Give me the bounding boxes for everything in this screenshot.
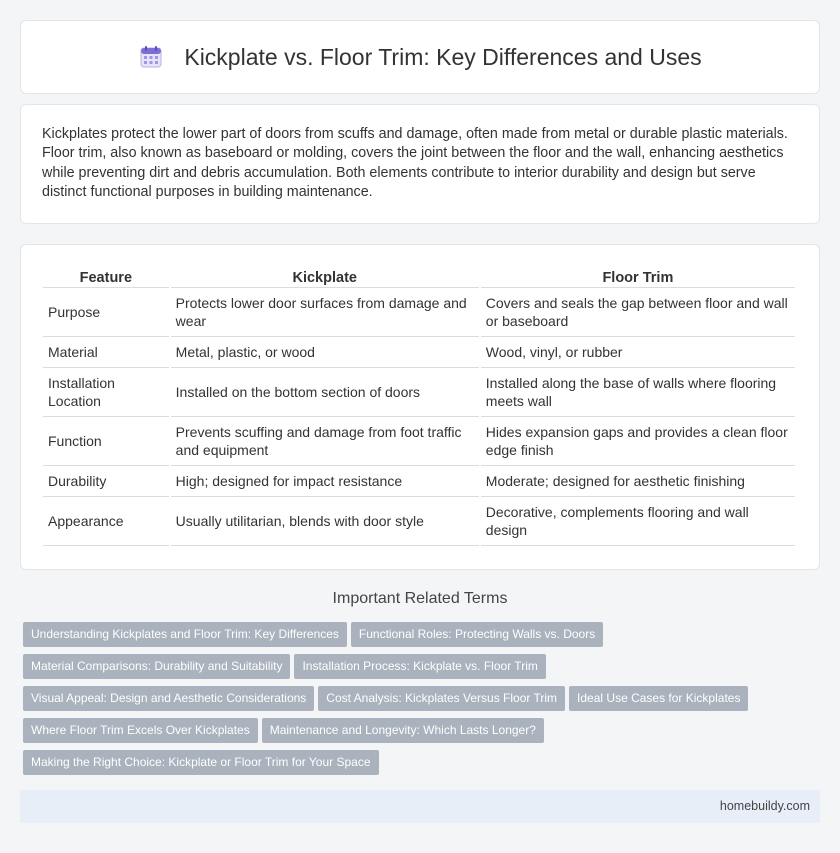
column-header-feature: Feature bbox=[43, 265, 169, 288]
footer-site-link[interactable]: homebuildy.com bbox=[719, 799, 810, 813]
related-term-tag[interactable]: Visual Appeal: Design and Aesthetic Considerations bbox=[23, 686, 314, 711]
table-header-row bbox=[43, 265, 795, 288]
floor-trim-cell: Wood, vinyl, or rubber bbox=[481, 337, 795, 368]
kickplate-cell: Metal, plastic, or wood bbox=[171, 337, 479, 368]
related-terms-list bbox=[23, 622, 813, 782]
table-row bbox=[43, 368, 795, 417]
feature-cell: Durability bbox=[43, 466, 169, 497]
floor-trim-cell: Covers and seals the gap between floor and wall or baseboard bbox=[481, 288, 795, 337]
floor-trim-cell: Installed along the base of walls where flooring meets wall bbox=[481, 368, 795, 417]
intro-card bbox=[20, 104, 820, 224]
related-term-tag[interactable]: Cost Analysis: Kickplates Versus Floor Trim bbox=[318, 686, 565, 711]
table-row bbox=[43, 466, 795, 497]
related-term-tag[interactable]: Installation Process: Kickplate vs. Floor Trim bbox=[294, 654, 545, 679]
related-term-tag[interactable]: Material Comparisons: Durability and Suitability bbox=[23, 654, 290, 679]
column-header-floor-trim: Floor Trim bbox=[481, 265, 795, 288]
table-row bbox=[43, 417, 795, 466]
kickplate-cell: High; designed for impact resistance bbox=[171, 466, 479, 497]
comparison-table-card bbox=[20, 244, 820, 570]
feature-cell: Appearance bbox=[43, 497, 169, 546]
kickplate-cell: Installed on the bottom section of doors bbox=[171, 368, 479, 417]
feature-cell: Material bbox=[43, 337, 169, 368]
kickplate-cell: Protects lower door surfaces from damage and wear bbox=[171, 288, 479, 337]
floor-trim-cell: Hides expansion gaps and provides a clean floor edge finish bbox=[481, 417, 795, 466]
related-term-tag[interactable]: Maintenance and Longevity: Which Lasts Longer? bbox=[262, 718, 544, 743]
table-row bbox=[43, 288, 795, 337]
table-row bbox=[43, 497, 795, 546]
feature-cell: Installation Location bbox=[43, 368, 169, 417]
footer bbox=[20, 790, 820, 823]
intro-paragraph: Kickplates protect the lower part of doors from scuffs and damage, often made from metal or durable plastic materials. Floor trim, also known as baseboard or molding, covers the joint between the floor and the wall, enhancing aesthetics while preventing dirt and debris accumulation. Both elements contribute to interior durability and design but serve distinct functional purposes in building maintenance. bbox=[42, 126, 788, 200]
table-row bbox=[43, 337, 795, 368]
comparison-table bbox=[41, 265, 797, 546]
calendar-icon bbox=[138, 44, 164, 70]
kickplate-cell: Prevents scuffing and damage from foot traffic and equipment bbox=[171, 417, 479, 466]
related-terms-heading: Important Related Terms bbox=[332, 590, 508, 607]
header-card bbox=[20, 20, 820, 94]
kickplate-cell: Usually utilitarian, blends with door style bbox=[171, 497, 479, 546]
floor-trim-cell: Moderate; designed for aesthetic finishing bbox=[481, 466, 795, 497]
related-term-tag[interactable]: Understanding Kickplates and Floor Trim: Key Differences bbox=[23, 622, 347, 647]
page-title: Kickplate vs. Floor Trim: Key Differences and Uses bbox=[184, 43, 702, 70]
related-term-tag[interactable]: Functional Roles: Protecting Walls vs. Doors bbox=[351, 622, 603, 647]
related-term-tag[interactable]: Ideal Use Cases for Kickplates bbox=[569, 686, 748, 711]
related-term-tag[interactable]: Where Floor Trim Excels Over Kickplates bbox=[23, 718, 258, 743]
column-header-kickplate: Kickplate bbox=[171, 265, 479, 288]
floor-trim-cell: Decorative, complements flooring and wall design bbox=[481, 497, 795, 546]
feature-cell: Purpose bbox=[43, 288, 169, 337]
feature-cell: Function bbox=[43, 417, 169, 466]
related-term-tag[interactable]: Making the Right Choice: Kickplate or Floor Trim for Your Space bbox=[23, 750, 379, 775]
